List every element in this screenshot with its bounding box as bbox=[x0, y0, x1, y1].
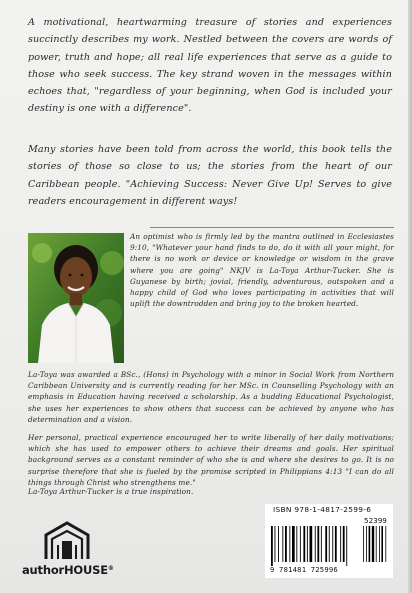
barcode-bar bbox=[332, 526, 333, 562]
barcode-bar bbox=[346, 526, 347, 566]
barcode-bar bbox=[289, 526, 290, 562]
section-divider bbox=[150, 227, 394, 228]
barcode-bar bbox=[321, 526, 322, 562]
barcode-bar bbox=[303, 526, 305, 562]
isbn-label: ISBN 978-1-4817-2599-6 bbox=[273, 505, 372, 514]
barcode-bar bbox=[307, 526, 308, 562]
author-portrait-image bbox=[28, 233, 124, 363]
author-bio-paragraph-2: La-Toya was awarded a BSc., (Hons) in Psychology with a minor in Social Work from Northern Caribbean University and is currently reading for her MSc. in Counselling Psychology with an emphasis in Education having received a scholarship. As a budding Educational Psychologist, she uses her experiences to show others that success can be achieved by anyone who has determination and a vision. bbox=[28, 370, 394, 424]
barcode-addon-bar bbox=[372, 526, 374, 562]
registered-mark: ® bbox=[107, 565, 114, 572]
price-code: 52399 bbox=[364, 516, 387, 525]
author-bio-paragraph-1: An optimist who is firmly led by the mantra outlined in Ecclesiastes 9:10, "Whatever your hand finds to do, do it with all your might, for there is no work or device or knowledge or wisdom in the grave where you are going" NKJV is La-Toya Arthur-Tucker. She is Guyanese by birth; jovial, friendly, adventurous, outspoken and a happy child of God who loves participating in activities that will uplift the downtrodden and bring joy to the broken hearted. bbox=[130, 232, 394, 309]
barcode-addon-bar bbox=[369, 526, 371, 562]
barcode-bar bbox=[335, 526, 337, 562]
barcode-bar bbox=[310, 526, 313, 562]
publisher-name bbox=[22, 563, 114, 577]
intro-paragraph-2: Many stories have been told from across the world, this book tells the stories of those so close to us; the stories from the heart of our Caribbean people. "Achieving Success: Never Give Up! Serves to give readers encouragement in different ways! bbox=[28, 144, 392, 207]
barcode-addon-bar bbox=[376, 526, 377, 562]
barcode-digits: 9 781481 725996 bbox=[270, 565, 338, 574]
author-bio-paragraph-3: Her personal, practical experience encouraged her to write liberally of her daily motivations; which she has used to empower others to achieve their dreams and goals. Her spiritual background serves as a constant reminder of who she is and where she desires to go. It is no surprise therefore that she is fueled by the promise scripted in Philippians 4:13 "I can do all things through Christ who strengthens me." bbox=[28, 433, 394, 487]
barcode-addon-bar bbox=[381, 526, 383, 562]
author-photo bbox=[28, 233, 124, 363]
author-bio-paragraph-4: La-Toya Arthur-Tucker is a true inspiration. bbox=[28, 487, 194, 496]
barcode-bar bbox=[315, 526, 316, 562]
barcode-addon-bar bbox=[363, 526, 364, 562]
barcode-bar bbox=[296, 526, 297, 562]
barcode-bar bbox=[329, 526, 330, 562]
spine-edge bbox=[408, 0, 412, 593]
barcode-bar bbox=[271, 526, 273, 566]
barcode-bar bbox=[292, 526, 295, 562]
barcode-bar bbox=[325, 526, 327, 562]
publisher-name-text: authorHOUSE bbox=[22, 563, 108, 577]
barcode-bar bbox=[343, 526, 345, 562]
barcode-bar bbox=[340, 526, 341, 562]
barcode-bar bbox=[300, 526, 301, 562]
barcode-bar bbox=[278, 526, 279, 562]
barcode-addon-bar bbox=[379, 526, 380, 562]
barcode-bar bbox=[282, 526, 283, 562]
barcode-bar bbox=[317, 526, 319, 562]
barcode-addon-bar bbox=[366, 526, 367, 562]
barcode-bar bbox=[275, 526, 276, 562]
intro-paragraph-1: A motivational, heartwarming treasure of stories and experiences succinctly describes my work. Nestled between the covers are words of power, truth and hope; all real life experiences that serve as a guide to those who seek success. The key strand woven in the messages within echoes that, "regardless of your beginning, when God is included your destiny is one with a difference". bbox=[28, 17, 392, 115]
barcode-bar bbox=[285, 526, 287, 562]
barcode-addon-bar bbox=[385, 526, 386, 562]
